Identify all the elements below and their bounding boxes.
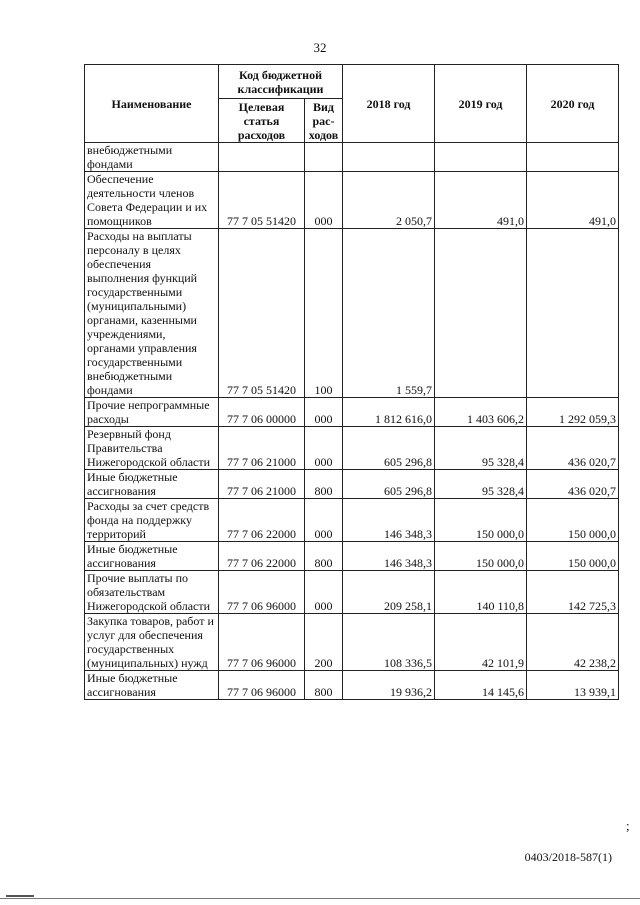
cell-2018: 19 936,2 — [343, 671, 435, 700]
cell-2018: 209 258,1 — [343, 571, 435, 614]
cell-expense-kind: 800 — [305, 470, 343, 499]
cell-expense-kind: 000 — [305, 571, 343, 614]
cell-2020: 150 000,0 — [527, 499, 619, 542]
cell-2018: 605 296,8 — [343, 427, 435, 470]
cell-target-article: 77 7 05 51420 — [219, 229, 305, 398]
trailing-mark: ; — [626, 818, 630, 833]
table-row — [85, 614, 619, 671]
cell-2018: 146 348,3 — [343, 499, 435, 542]
cell-2019: 42 101,9 — [435, 614, 527, 671]
cell-name: Закупка товаров, работ и услуг для обеспечения государственных (муниципальных) нужд — [85, 614, 219, 671]
cell-2020 — [527, 143, 619, 172]
cell-expense-kind: 800 — [305, 542, 343, 571]
cell-2020: 42 238,2 — [527, 614, 619, 671]
cell-target-article — [219, 143, 305, 172]
cell-2018: 1 812 616,0 — [343, 398, 435, 427]
cell-2020: 491,0 — [527, 172, 619, 229]
budget-table — [84, 64, 619, 700]
cell-name: Обеспечение деятельности членов Совета Федерации и их помощников — [85, 172, 219, 229]
cell-expense-kind: 000 — [305, 398, 343, 427]
cell-2019: 1 403 606,2 — [435, 398, 527, 427]
cell-name: Иные бюджетные ассигнования — [85, 470, 219, 499]
cell-target-article: 77 7 06 22000 — [219, 542, 305, 571]
cell-name: Расходы на выплаты персоналу в целях обеспечения выполнения функций государственными (муниципальными) органами, казенными учреждениями, органами управления государственными внебюджетными фондами — [85, 229, 219, 398]
cell-name: внебюджетными фондами — [85, 143, 219, 172]
header-2020: 2020 год — [527, 65, 619, 143]
cell-2019: 150 000,0 — [435, 499, 527, 542]
cell-2020: 436 020,7 — [527, 427, 619, 470]
cell-expense-kind: 000 — [305, 427, 343, 470]
table-row — [85, 571, 619, 614]
cell-name: Иные бюджетные ассигнования — [85, 542, 219, 571]
cell-expense-kind: 000 — [305, 172, 343, 229]
cell-2019: 95 328,4 — [435, 470, 527, 499]
table-row — [85, 398, 619, 427]
document-code: 0403/2018-587(1) — [524, 850, 612, 864]
page-number: 32 — [313, 40, 327, 55]
cell-target-article: 77 7 06 96000 — [219, 671, 305, 700]
cell-name: Резервный фонд Правительства Нижегородской области — [85, 427, 219, 470]
table-row — [85, 172, 619, 229]
table-header — [85, 65, 619, 143]
cell-2019: 150 000,0 — [435, 542, 527, 571]
header-2019: 2019 год — [435, 65, 527, 143]
cell-target-article: 77 7 06 96000 — [219, 614, 305, 671]
table-row — [85, 542, 619, 571]
cell-2020: 150 000,0 — [527, 542, 619, 571]
table-row — [85, 427, 619, 470]
cell-name: Расходы за счет средств фонда на поддержку территорий — [85, 499, 219, 542]
cell-expense-kind — [305, 143, 343, 172]
table-row — [85, 470, 619, 499]
cell-expense-kind: 000 — [305, 499, 343, 542]
header-2018: 2018 год — [343, 65, 435, 143]
scan-artifact-line — [0, 898, 640, 899]
cell-expense-kind: 100 — [305, 229, 343, 398]
cell-2018: 2 050,7 — [343, 172, 435, 229]
table-row — [85, 143, 619, 172]
cell-target-article: 77 7 06 21000 — [219, 427, 305, 470]
cell-2020: 436 020,7 — [527, 470, 619, 499]
cell-target-article: 77 7 06 00000 — [219, 398, 305, 427]
cell-target-article: 77 7 06 21000 — [219, 470, 305, 499]
cell-2018: 1 559,7 — [343, 229, 435, 398]
cell-2019 — [435, 143, 527, 172]
cell-2019: 140 110,8 — [435, 571, 527, 614]
cell-2019: 95 328,4 — [435, 427, 527, 470]
cell-target-article: 77 7 06 96000 — [219, 571, 305, 614]
cell-2019: 14 145,6 — [435, 671, 527, 700]
table-row — [85, 671, 619, 700]
cell-2018: 605 296,8 — [343, 470, 435, 499]
table-body — [85, 143, 619, 700]
cell-2018: 146 348,3 — [343, 542, 435, 571]
header-name: Наименование — [85, 65, 219, 143]
cell-2020: 142 725,3 — [527, 571, 619, 614]
cell-2019: 491,0 — [435, 172, 527, 229]
table-row — [85, 229, 619, 398]
cell-2020: 13 939,1 — [527, 671, 619, 700]
cell-name: Иные бюджетные ассигнования — [85, 671, 219, 700]
header-expense-kind: Вид рас-ходов — [305, 99, 343, 143]
cell-2018 — [343, 143, 435, 172]
table-row — [85, 499, 619, 542]
cell-name: Прочие выплаты по обязательствам Нижегородской области — [85, 571, 219, 614]
header-target-article: Целевая статья расходов — [219, 99, 305, 143]
cell-2020 — [527, 229, 619, 398]
cell-2018: 108 336,5 — [343, 614, 435, 671]
scan-artifact-dash — [6, 895, 34, 897]
cell-expense-kind: 200 — [305, 614, 343, 671]
cell-target-article: 77 7 05 51420 — [219, 172, 305, 229]
cell-target-article: 77 7 06 22000 — [219, 499, 305, 542]
header-classification: Код бюджетной классификации — [219, 65, 343, 99]
cell-2019 — [435, 229, 527, 398]
cell-name: Прочие непрограммные расходы — [85, 398, 219, 427]
cell-expense-kind: 800 — [305, 671, 343, 700]
cell-2020: 1 292 059,3 — [527, 398, 619, 427]
